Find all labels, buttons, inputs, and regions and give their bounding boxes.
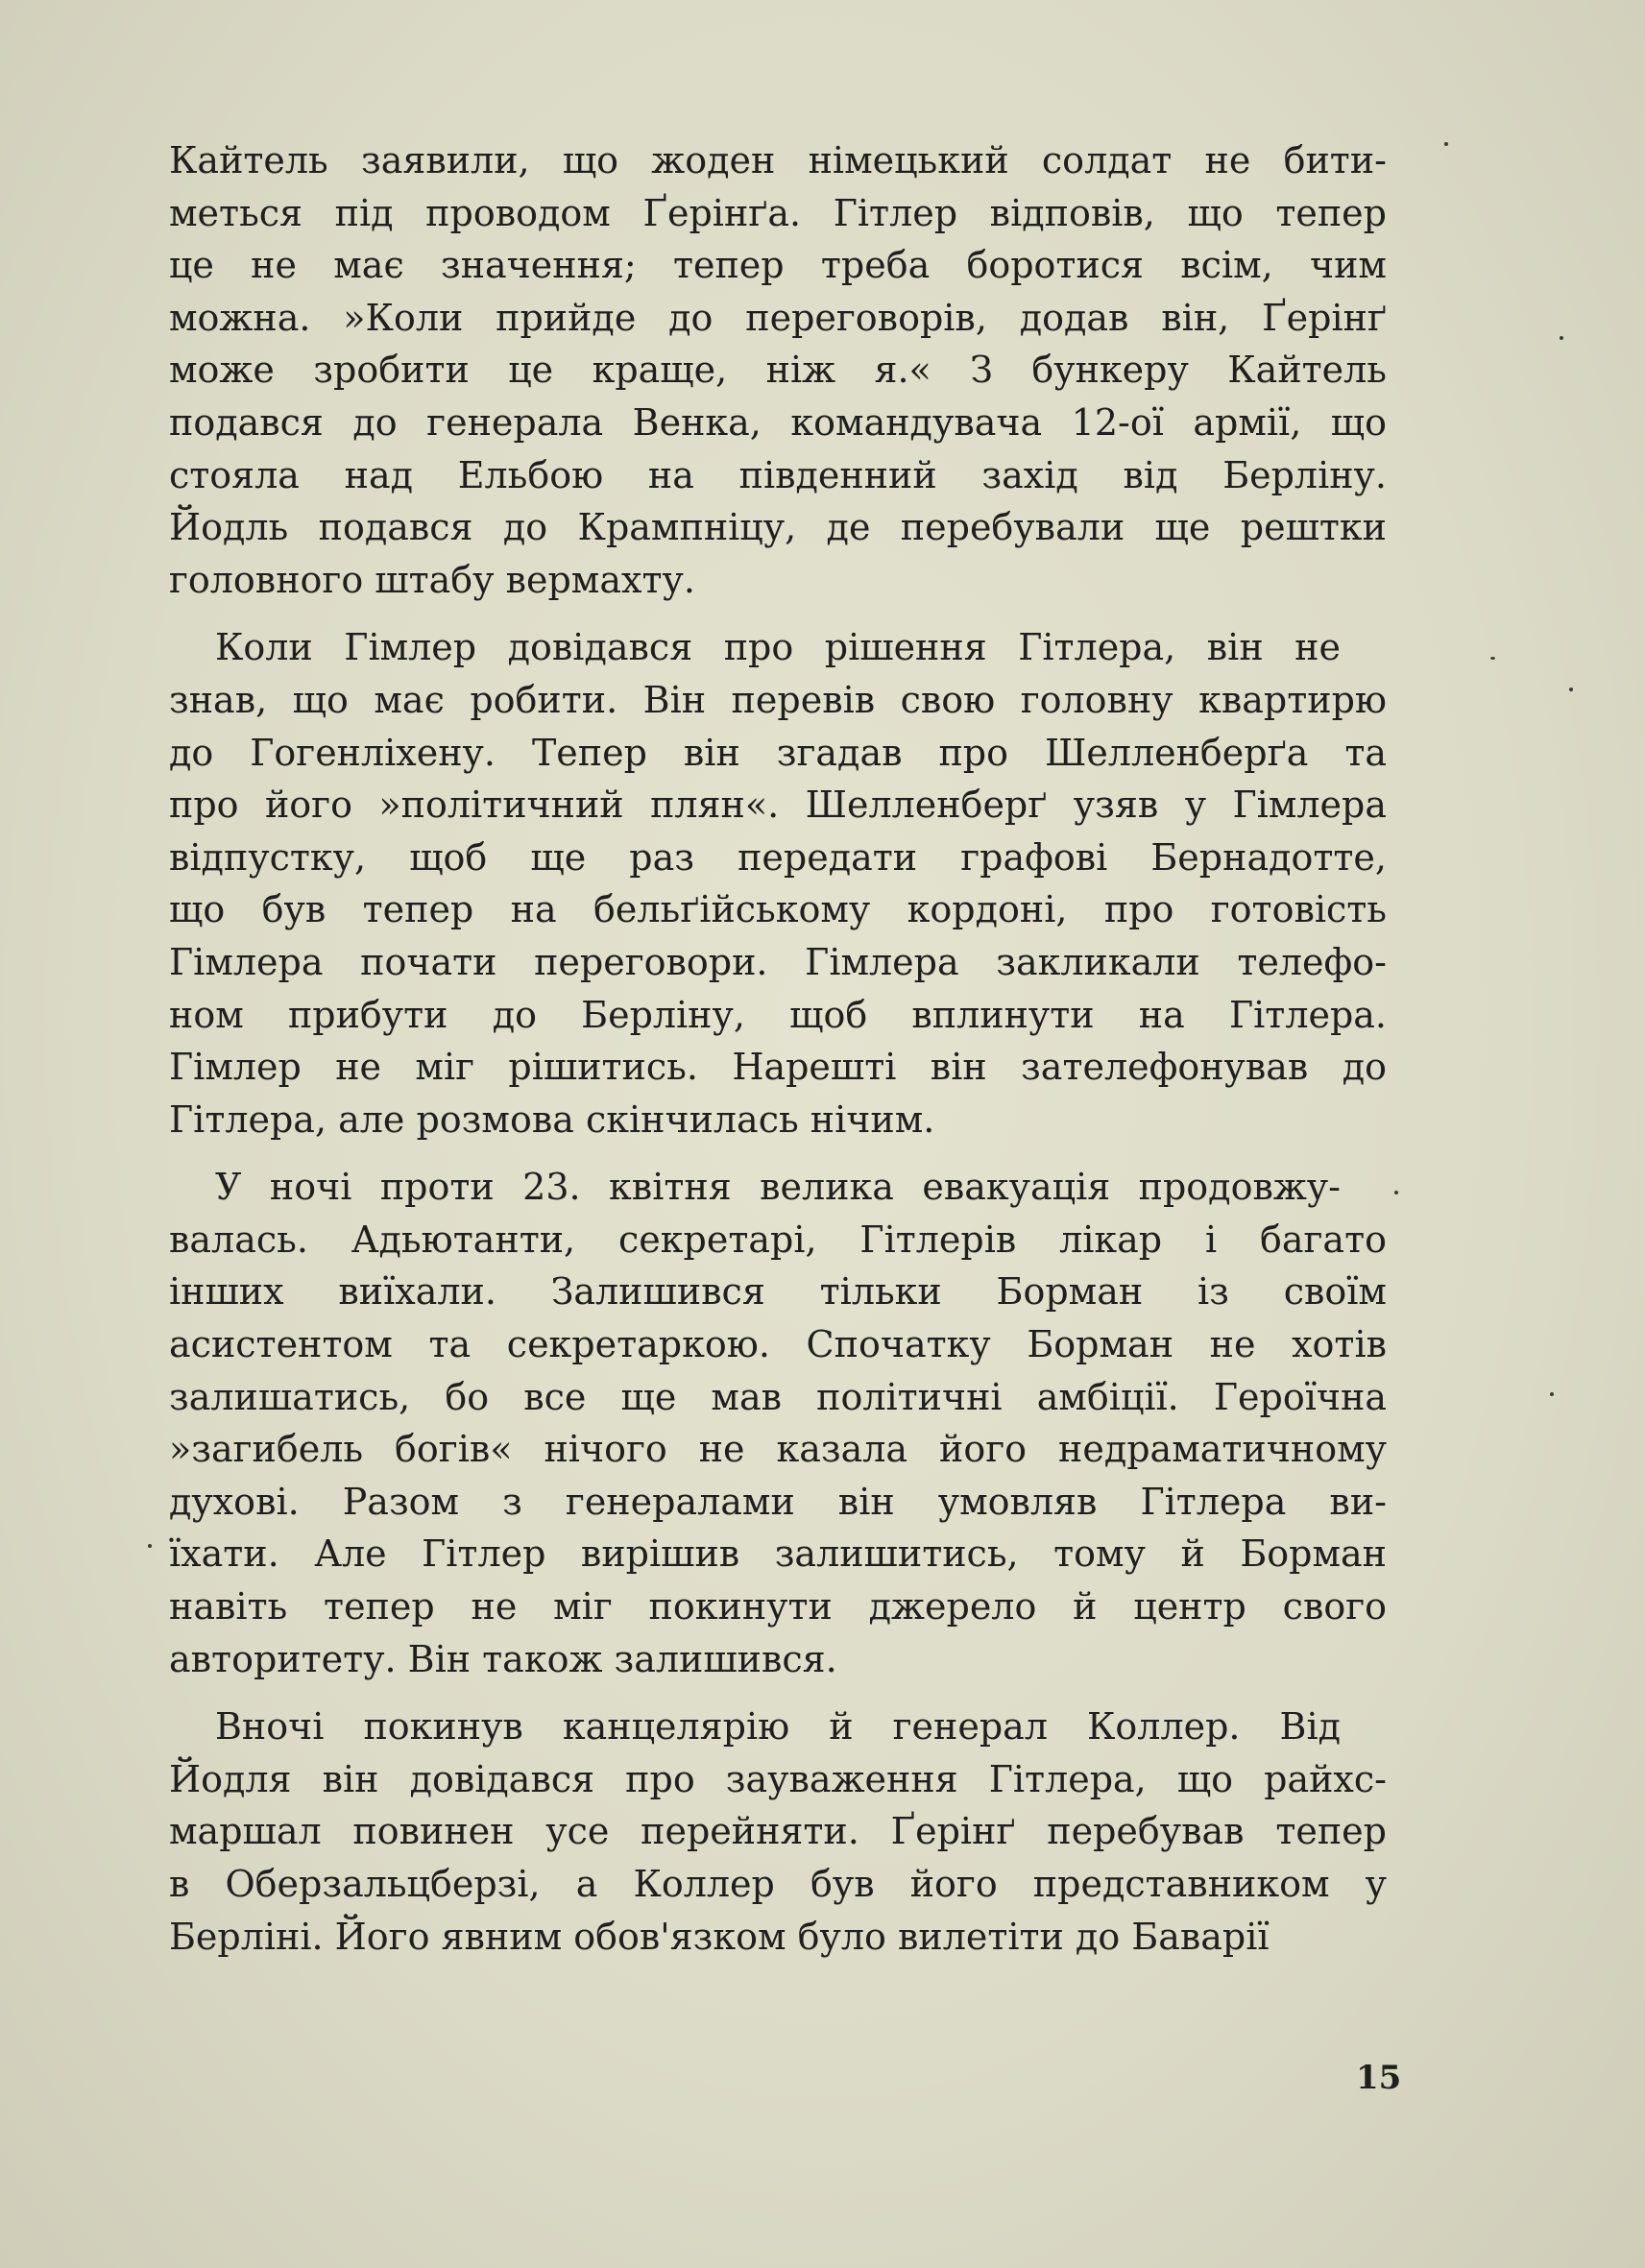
text-line: Берліні. Його явним обов'язком було вилетіти до Баварії xyxy=(169,1915,1270,1958)
text-line: про його »політичний плян«. Шелленберґ узяв у Гімлера xyxy=(169,784,1387,827)
paragraph-gap xyxy=(169,1685,1387,1701)
paper-speck xyxy=(1569,688,1573,691)
text-line: авторитету. Він також залишився. xyxy=(169,1637,837,1680)
text-line: Гімлер не міг рішитись. Нарешті він зателефонував до xyxy=(169,1046,1387,1089)
body-text xyxy=(169,134,1387,1963)
text-line: Кайтель заявили, що жоден німецький солдат не бити- xyxy=(169,139,1387,181)
paper-speck xyxy=(1560,336,1563,340)
text-line: в Оберзальцберзі, а Коллер був його представником у xyxy=(169,1863,1387,1905)
text-line: Коли Гімлер довідався про рішення Гітлера, він не xyxy=(215,626,1341,669)
text-line: Йодль подався до Крампніцу, де перебували ще рештки xyxy=(169,506,1387,549)
paper-speck xyxy=(1444,142,1448,146)
text-line: їхати. Але Гітлер вирішив залишитись, тому й Борман xyxy=(169,1532,1387,1576)
text-line: подався до генерала Венка, командувача 12-ої армії, що xyxy=(169,400,1387,444)
paper-speck xyxy=(1550,1392,1554,1396)
text-line: навіть тепер не міг покинути джерело й центр свого xyxy=(169,1585,1387,1629)
text-line: асистентом та секретаркою. Спочатку Борман не хотів xyxy=(169,1323,1387,1366)
paper-speck xyxy=(1490,657,1495,660)
paragraph xyxy=(169,1161,1387,1685)
text-line: Гімлера почати переговори. Гімлера закликали телефо- xyxy=(169,940,1387,983)
text-line: до Гогенліхену. Тепер він згадав про Шелленберґа та xyxy=(169,731,1387,774)
text-line: відпустку, щоб ще раз передати графові Бернадотте, xyxy=(169,835,1387,879)
text-line: »загибель богів« нічого не казала його недраматичному xyxy=(169,1428,1387,1471)
paper-speck xyxy=(1394,1191,1398,1194)
paper-speck xyxy=(148,1544,152,1548)
text-line: знав, що має робити. Він перевів свою головну квартирю xyxy=(169,678,1387,721)
text-line: головного штабу вермахту. xyxy=(169,558,695,601)
text-line: це не має значення; тепер треба боротися всім, чим xyxy=(169,244,1387,287)
text-line: стояла над Ельбою на південний захід від Берліну. xyxy=(169,453,1387,496)
text-line: меться під проводом Ґерінґа. Гітлер відповів, що тепер xyxy=(169,191,1387,234)
page-number: 15 xyxy=(1356,2059,1402,2097)
text-line: інших виїхали. Залишився тільки Борман із своїм xyxy=(169,1270,1387,1314)
text-line: Вночі покинув канцелярію й генерал Коллер. Від xyxy=(215,1705,1341,1749)
paragraph xyxy=(169,621,1387,1146)
text-line: можна. »Коли прийде до переговорів, додав він, Ґерінґ xyxy=(169,296,1387,339)
paragraph xyxy=(169,1701,1387,1963)
text-line: У ночі проти 23. квітня велика евакуація продовжу- xyxy=(215,1166,1341,1209)
text-line: духові. Разом з генералами він умовляв Гітлера ви- xyxy=(169,1480,1387,1523)
text-line: може зробити це краще, ніж я.« З бункеру Кайтель xyxy=(169,349,1387,392)
text-line: що був тепер на бельґійському кордоні, про готовість xyxy=(169,888,1387,931)
text-line: залишатись, бо все ще мав політичні амбіції. Героїчна xyxy=(169,1375,1387,1418)
text-line: Йодля він довідався про зауваження Гітлера, що райхс- xyxy=(169,1757,1387,1800)
text-line: Гітлера, але розмова скінчилась нічим. xyxy=(169,1098,935,1141)
text-line: ном прибути до Берліну, щоб вплинути на Гітлера. xyxy=(169,993,1387,1036)
text-line: маршал повинен усе перейняти. Ґерінґ перебував тепер xyxy=(169,1810,1387,1853)
text-line: валась. Адьютанти, секретарі, Гітлерів лікар і багато xyxy=(169,1218,1387,1261)
paragraph-gap xyxy=(169,606,1387,621)
paragraph xyxy=(169,134,1387,606)
paragraph-gap xyxy=(169,1146,1387,1161)
